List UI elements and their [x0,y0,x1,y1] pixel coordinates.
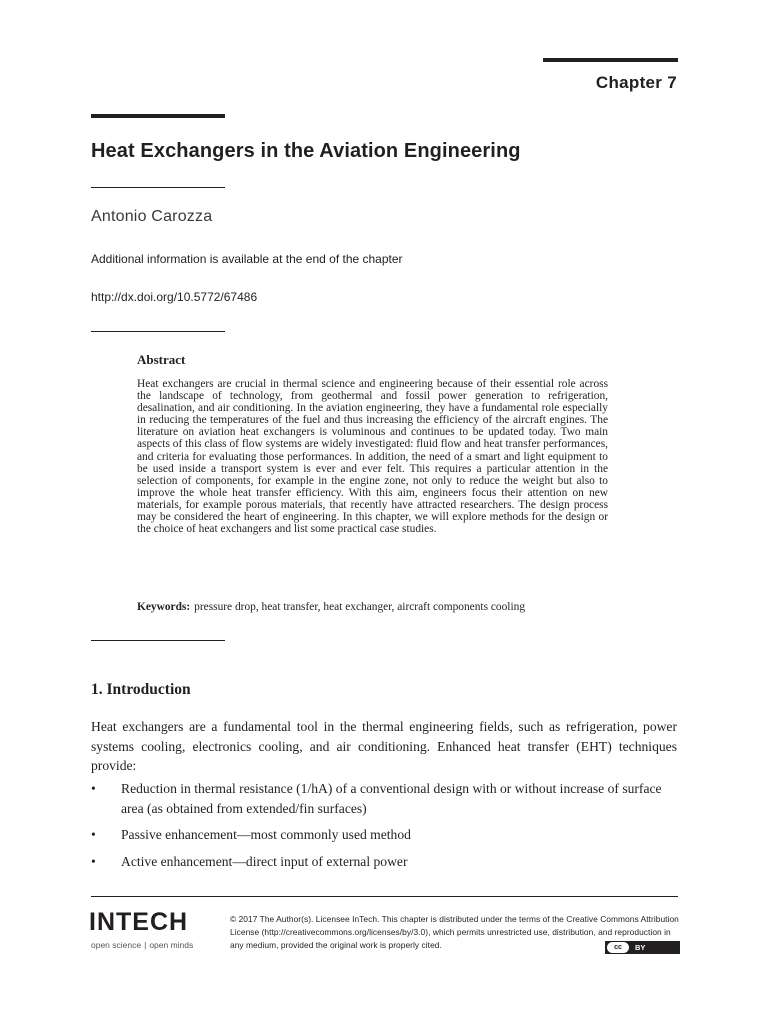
keywords-value: pressure drop, heat transfer, heat exchanger, aircraft components cooling [194,601,526,613]
additional-info: Additional information is available at the end of the chapter [91,252,403,266]
bullet-list [91,852,677,872]
chapter-label: Chapter 7 [595,73,677,92]
keywords [137,601,525,613]
list-item [91,852,677,872]
tagline-right: open minds [149,940,194,950]
abstract-body: Heat exchangers are crucial in thermal science and engineering because of their essential role across the landscape of technology, from geothermal and fossil power generation to refrigeration, desalination, and air conditioning. In the aviation engineering, they have a fundamental role especially in reducing the temperatures of the fuel and thus increasing the efficiency of the aircraft engines. The literature on aviation heat exchangers is voluminous and continues to be updated today. Two main aspects of this class of flow systems are widely investigated: fluid flow and heat transfer performances, and criteria for evaluating those performances. In addition, the need of a smart and light equipment to be used inside a transport system is ever and ever felt. This requires a particular attention in the selection of components, for example in the engine zone, not only to reduce the weight but also to improve the whole heat transfer efficiency. With this aim, engineers focus their attention on new materials, for example porous materials, that recently have attracted researchers. The design process may be considered the heart of engineering. In this chapter, we will explore methods for the design or the choice of heat exchangers and list some practical case studies. [137,378,608,536]
chapter-rule [543,58,678,62]
tagline-left: open science [91,940,142,950]
bullet-icon: • [91,854,96,869]
logo-tagline [91,940,193,950]
divider [91,187,225,188]
bullet-icon: • [91,827,96,842]
author-name: Antonio Carozza [91,208,213,225]
footer-rule [91,896,678,897]
keywords-label: Keywords: [137,601,191,613]
doi-link[interactable]: http://dx.doi.org/10.5772/67486 [91,290,258,304]
divider [91,640,225,641]
intech-logo: INTECH [89,908,189,936]
by-label: BY [635,943,646,952]
cc-by-badge-icon[interactable] [605,941,680,954]
list-item-text: Active enhancement—direct input of external power [121,854,408,869]
list-item-text: Reduction in thermal resistance (1/hA) of a conventional design with or without increase of surface area (as obtained from extended/fin surfaces) [121,781,662,816]
section-heading: 1. Introduction [91,681,191,698]
tagline-separator: | [144,940,147,950]
bullet-icon: • [91,781,96,796]
chapter-title: Heat Exchangers in the Aviation Engineering [91,140,521,162]
title-rule [91,114,225,118]
license-text: © 2017 The Author(s). Licensee InTech. This chapter is distributed under the terms of the Creative Commons Attribution License (http://creativecommons.org/licenses/by/3.0), which permits unrestricted use, distribution, and reproduction in any medium, provided the original work is properly cited. [230,914,679,950]
list-item [91,825,677,845]
abstract-heading: Abstract [137,352,186,367]
bullet-list [91,779,677,818]
list-item [91,779,677,818]
divider [91,331,225,332]
cc-icon: cc [607,942,629,953]
intro-paragraph: Heat exchangers are a fundamental tool in the thermal engineering fields, such as refrigeration, power systems cooling, electronics cooling, and air conditioning. Enhanced heat transfer (EHT) techniques provide: [91,719,677,773]
bullet-list [91,825,677,845]
list-item-text: Passive enhancement—most commonly used method [121,827,411,842]
